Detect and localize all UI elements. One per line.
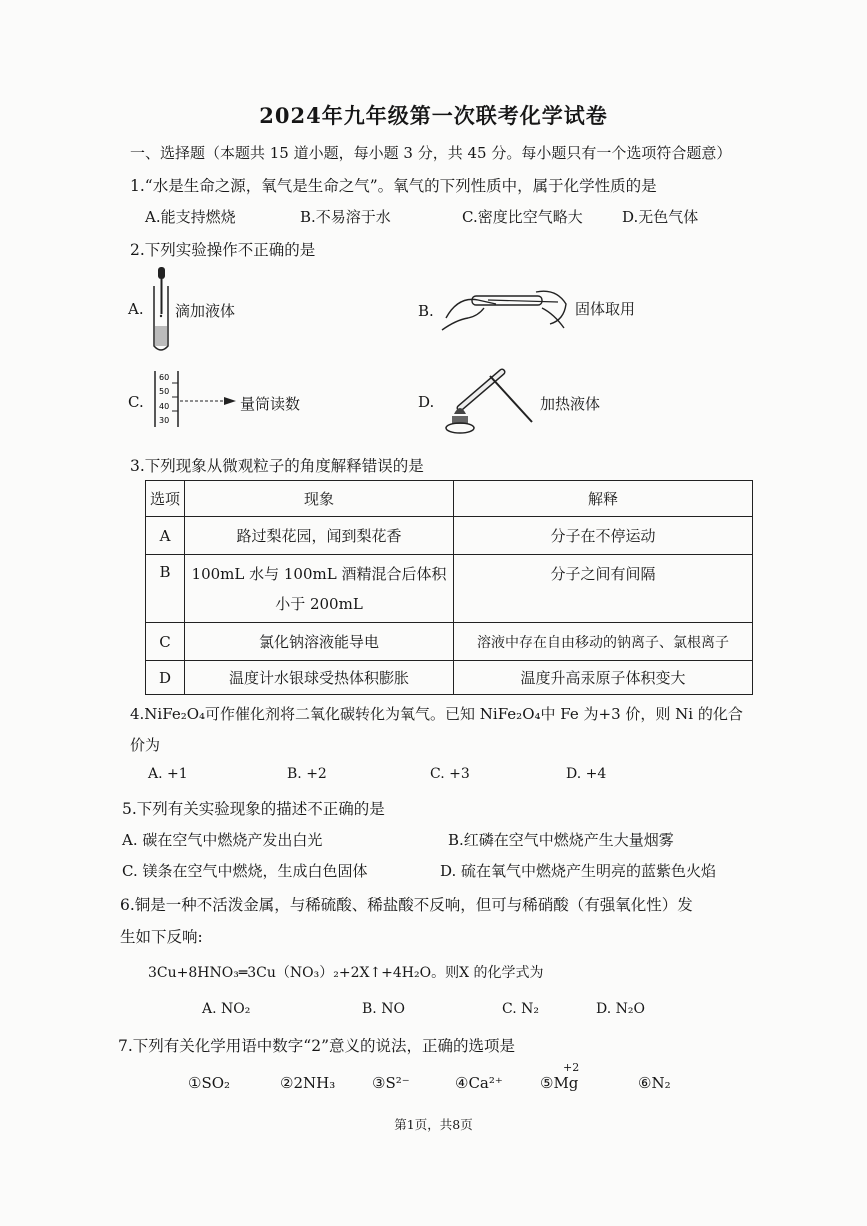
q6-stem-line1: 6.铜是一种不活泼金属，与稀硫酸、稀盐酸不反响，但可与稀硝酸（有强氧化性）发 [120, 896, 693, 914]
q6-option-b: B. NO [362, 1001, 405, 1017]
q6-stem-line2: 生如下反响: [120, 928, 203, 946]
q6-option-d: D. N₂O [596, 1001, 645, 1017]
q2-d-label: 加热液体 [540, 395, 601, 413]
q6-option-a: A. NO₂ [202, 1001, 251, 1017]
row-phenomenon: 氯化钠溶液能导电 [185, 623, 454, 661]
q5-stem: 5.下列有关实验现象的描述不正确的是 [122, 800, 385, 818]
q3-table [145, 480, 753, 695]
header-explanation: 解释 [454, 481, 753, 517]
header-phenomenon: 现象 [185, 481, 454, 517]
q2-a-label: 滴加液体 [175, 302, 236, 320]
row-option: B [146, 555, 185, 623]
q1-option-b: B.不易溶于水 [300, 208, 391, 226]
table-row [146, 555, 753, 623]
row-option: C [146, 623, 185, 661]
table-row [146, 623, 753, 661]
q2-d-letter: D. [418, 393, 435, 411]
q5-option-b: B.红磷在空气中燃烧产生大量烟雾 [448, 831, 674, 849]
exam-title: 2024年九年级第一次联考化学试卷 [259, 103, 608, 128]
q7-stem: 7.下列有关化学用语中数字“2”意义的说法，正确的选项是 [118, 1037, 516, 1055]
row-explanation: 分子在不停运动 [454, 517, 753, 555]
q7-item-3: ③S²⁻ [372, 1074, 410, 1092]
q4-stem-line2: 价为 [130, 736, 161, 754]
graduated-cylinder-figure [150, 369, 240, 429]
cylinder-tick-label: 30 [159, 416, 170, 425]
q2-c-letter: C. [128, 393, 144, 411]
cylinder-tick-label: 50 [159, 387, 170, 396]
table-row [146, 517, 753, 555]
cylinder-tick-label: 40 [159, 402, 170, 411]
row-phenomenon: 100mL 水与 100mL 酒精混合后体积小于 200mL [185, 555, 454, 623]
q2-b-label: 固体取用 [575, 300, 636, 318]
q7-item-4: ④Ca²⁺ [455, 1074, 503, 1092]
q4-stem-line1: 4.NiFe₂O₄可作催化剂将二氧化碳转化为氧气。已知 NiFe₂O₄中 Fe 为+3 价，则 Ni 的化合 [130, 705, 743, 723]
q7-item-6: ⑥N₂ [638, 1074, 671, 1092]
q1-option-a: A.能支持燃烧 [145, 208, 236, 226]
q2-b-letter: B. [418, 302, 434, 320]
q2-a-letter: A. [128, 300, 144, 318]
q2-stem: 2.下列实验操作不正确的是 [130, 241, 316, 259]
q7-item-1: ①SO₂ [188, 1074, 231, 1092]
q4-option-a: A. +1 [148, 766, 188, 782]
table-row [146, 661, 753, 695]
row-phenomenon: 路过梨花园，闻到梨花香 [185, 517, 454, 555]
table-header-row [146, 481, 753, 517]
q1-stem: 1.“水是生命之源，氧气是生命之气”。氧气的下列性质中，属于化学性质的是 [130, 177, 657, 195]
row-explanation: 分子之间有间隔 [454, 555, 753, 623]
q3-stem: 3.下列现象从微观粒子的角度解释错误的是 [130, 457, 424, 475]
row-option: A [146, 517, 185, 555]
page-footer: 第1页，共8页 [394, 1117, 473, 1132]
q4-option-c: C. +3 [430, 766, 470, 782]
solid-sampling-figure [438, 278, 573, 338]
header-option: 选项 [146, 481, 185, 517]
q7-mg-valence: +2 [563, 1061, 580, 1074]
row-explanation: 温度升高汞原子体积变大 [454, 661, 753, 695]
row-explanation: 溶液中存在自由移动的钠离子、氯根离子 [454, 623, 753, 661]
q1-option-d: D.无色气体 [622, 208, 699, 226]
q7-item-5: ⑤Mg [540, 1074, 579, 1092]
q1-option-c: C.密度比空气略大 [462, 208, 583, 226]
q6-option-c: C. N₂ [502, 1001, 539, 1017]
row-phenomenon: 温度计水银球受热体积膨胀 [185, 661, 454, 695]
cylinder-tick-label: 60 [159, 373, 170, 382]
q5-option-d: D. 硫在氧气中燃烧产生明亮的蓝紫色火焰 [440, 862, 717, 880]
row-option: D [146, 661, 185, 695]
q4-option-d: D. +4 [566, 766, 607, 782]
q6-equation: 3Cu+8HNO₃═3Cu（NO₃）₂+2X↑+4H₂O。则X 的化学式为 [148, 965, 544, 981]
q5-option-a: A. 碳在空气中燃烧产发出白光 [122, 831, 323, 849]
q5-option-c: C. 镁条在空气中燃烧，生成白色固体 [122, 862, 368, 880]
section-heading: 一、选择题（本题共 15 道小题，每小题 3 分，共 45 分。每小题只有一个选项符合题意） [130, 144, 732, 162]
dropper-test-tube-figure [148, 264, 178, 356]
heating-liquid-figure [440, 364, 540, 439]
q2-c-label: 量筒读数 [240, 395, 301, 413]
q4-option-b: B. +2 [287, 766, 327, 782]
q7-item-2: ②2NH₃ [280, 1074, 336, 1092]
